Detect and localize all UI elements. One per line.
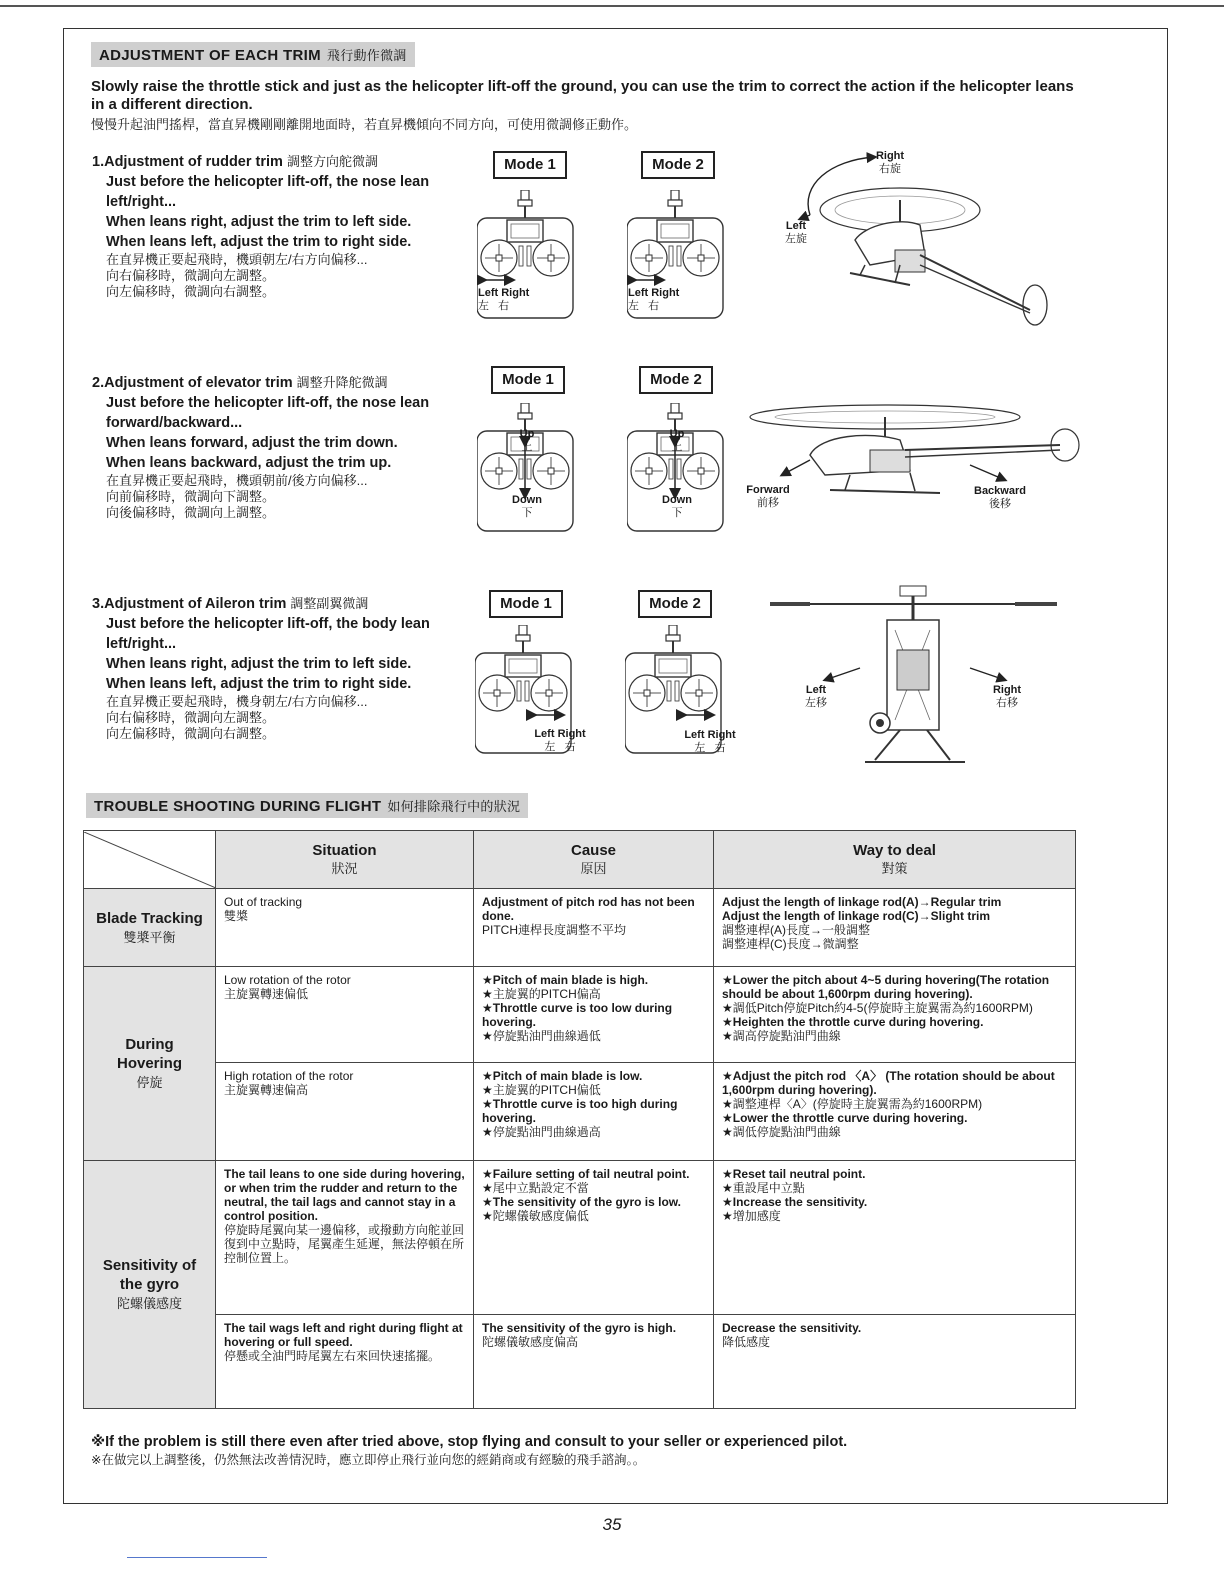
cell-hover-low-way: ★Lower the pitch about 4~5 during hovering(The rotation should be about 1,600rpm during hovering). ★調低Pitch停旋Pitch約4-5(停旋時主旋翼需為約1600RPM) ★Heighten the throttle curve during hovering. ★調高停旋點油門曲線: [714, 967, 1076, 1063]
footer-note: [91, 1433, 847, 1469]
aileron-mode2-label: Mode 2: [638, 590, 712, 618]
elevator-mode2-label: Mode 2: [639, 366, 713, 394]
table-row: [84, 1063, 1076, 1161]
rudder-desc-3: When leans left, adjust the trim to right side.: [106, 234, 412, 250]
header-situation: Situation 狀況: [216, 831, 474, 889]
bottom-rule: [127, 1557, 267, 1558]
rudder-desc-1: Just before the helicopter lift-off, the nose lean left/right...: [106, 174, 430, 210]
elevator-m1-up: Up 上: [519, 428, 535, 453]
elevator-heli-backward: Backward 後移: [974, 485, 1026, 510]
cell-gyro-s2-cause: The sensitivity of the gyro is high. 陀螺儀敏感度偏高: [474, 1315, 714, 1409]
aileron-desc-3: When leans left, adjust the trim to right side.: [106, 676, 412, 692]
cell-gyro-s1-way: ★Reset tail neutral point. ★重設尾中立點 ★Increase the sensitivity. ★增加感度: [714, 1161, 1076, 1315]
cell-gyro-s1-cause: ★Failure setting of tail neutral point. ★尾中立點設定不當 ★The sensitivity of the gyro is low. ★陀螺儀敏感度偏低: [474, 1161, 714, 1315]
aileron-m2-lr-label: Left Right 左 右: [684, 729, 736, 754]
aileron-helicopter-illustration: [765, 580, 1065, 775]
table-row: [84, 889, 1076, 967]
footer-note-en: ※If the problem is still there even after tried above, stop flying and consult to your seller or experienced pilot.: [91, 1434, 848, 1450]
table-row: [84, 1315, 1076, 1409]
cell-gyro-s2-way: Decrease the sensitivity. 降低感度: [714, 1315, 1076, 1409]
rudder-heli-right: Right 右旋: [875, 150, 905, 175]
corner-cell: [84, 831, 216, 889]
cell-hover-low-cause: ★Pitch of main blade is high. ★主旋翼的PITCH偏高 ★Throttle curve is too low during hovering. ★停旋點油門曲線過低: [474, 967, 714, 1063]
rudder-heli-left: Left 左旋: [785, 220, 807, 245]
row-label-gyro: Sensitivity of the gyro 陀螺儀感度: [84, 1161, 216, 1409]
trouble-header-zh: 如何排除飛行中的狀況: [387, 799, 521, 814]
footer-note-zh: ※在做完以上調整後，仍然無法改善情況時，應立即停止飛行並向您的經銷商或有經驗的飛手諮詢。。: [91, 1453, 646, 1467]
rudder-title: 1.Adjustment of rudder trim 調整方向舵微調: [92, 154, 378, 170]
adjust-intro: [91, 78, 1091, 134]
rudder-m1-lr-label: Left Right 左 右: [478, 287, 530, 312]
rudder-zh-2: 向右偏移時，微調向左調整。: [106, 268, 276, 283]
elevator-mode1-label: Mode 1: [491, 366, 565, 394]
cell-gyro-s1-situation: The tail leans to one side during hovering, or when trim the rudder and return to the neutral, the tail lags and cannot stay in a control position. 停旋時尾翼向某一邊偏移，或撥動方向舵並回復到中立點時，尾翼產生延遲，無法停頓在所控制位置上。: [216, 1161, 474, 1315]
rudder-helicopter-illustration: [780, 145, 1080, 340]
adjust-section-header: [91, 42, 415, 67]
table-header-row: [84, 831, 1076, 889]
rudder-mode2-label: Mode 2: [641, 151, 715, 179]
cell-blade-cause: Adjustment of pitch rod has not been done. PITCH連桿長度調整不平均: [474, 889, 714, 967]
elevator-desc-3: When leans backward, adjust the trim up.: [106, 455, 392, 471]
cell-hover-high-way: ★Adjust the pitch rod 〈A〉 (The rotation should be about 1,600rpm during hovering). ★調整連桿〈A〉(停旋時主旋翼需為約1600RPM) ★Lower the throttle curve during hovering. ★調低停旋點油門曲線: [714, 1063, 1076, 1161]
elevator-m1-down: Down 下: [512, 494, 542, 519]
elevator-zh-3: 向後偏移時，微調向上調整。: [106, 505, 276, 520]
trouble-table: [83, 830, 1076, 1409]
adjust-header-zh: 飛行動作微調: [326, 48, 407, 63]
cell-blade-way: Adjust the length of linkage rod(A)→Regular trim Adjust the length of linkage rod(C)→Slight trim 調整連桿(A)長度→一般調整 調整連桿(C)長度→微調整: [714, 889, 1076, 967]
aileron-desc-2: When leans right, adjust the trim to left side.: [106, 656, 412, 672]
elevator-section: [92, 373, 472, 521]
adjust-header-en: ADJUSTMENT OF EACH TRIM: [99, 47, 321, 64]
rudder-zh-1: 在直昇機正要起飛時，機頭朝左/右方向偏移...: [106, 252, 368, 267]
row-label-hover: During Hovering 停旋: [84, 967, 216, 1161]
aileron-heli-left: Left 左移: [805, 684, 827, 709]
cell-gyro-s2-situation: The tail wags left and right during flight at hovering or full speed. 停懸或全油門時尾翼左右來回快速搖擺。: [216, 1315, 474, 1409]
elevator-title: 2.Adjustment of elevator trim 調整升降舵微調: [92, 375, 388, 391]
aileron-section: [92, 594, 472, 742]
table-row: [84, 967, 1076, 1063]
aileron-m1-lr-label: Left Right 左 右: [534, 728, 586, 753]
cell-hover-high-cause: ★Pitch of main blade is low. ★主旋翼的PITCH偏低 ★Throttle curve is too high during hovering. ★停旋點油門曲線過高: [474, 1063, 714, 1161]
trouble-header-en: TROUBLE SHOOTING DURING FLIGHT: [94, 798, 382, 815]
header-way: Way to deal 對策: [714, 831, 1076, 889]
rudder-zh-3: 向左偏移時，微調向右調整。: [106, 284, 276, 299]
aileron-title: 3.Adjustment of Aileron trim 調整副翼微調: [92, 596, 369, 612]
aileron-desc-1: Just before the helicopter lift-off, the body lean left/right...: [106, 616, 430, 652]
aileron-zh-2: 向右偏移時，微調向左調整。: [106, 710, 276, 725]
elevator-desc-2: When leans forward, adjust the trim down.: [106, 435, 398, 451]
rudder-section: [92, 152, 472, 300]
intro-en: Slowly raise the throttle stick and just as the helicopter lift-off the ground, you can use the trim to correct the action if the helicopter leans in a different direction.: [91, 78, 1074, 113]
elevator-zh-1: 在直昇機正要起飛時，機頭朝前/後方向偏移...: [106, 473, 368, 488]
elevator-heli-forward: Forward 前移: [746, 484, 790, 509]
top-rule: [0, 5, 1224, 7]
elevator-zh-2: 向前偏移時，微調向下調整。: [106, 489, 276, 504]
page-number: 35: [602, 1515, 622, 1534]
row-label-blade: Blade Tracking 雙槳平衡: [84, 889, 216, 967]
aileron-mode1-label: Mode 1: [489, 590, 563, 618]
trouble-section-header: [86, 793, 528, 818]
rudder-mode1-label: Mode 1: [493, 151, 567, 179]
elevator-desc-1: Just before the helicopter lift-off, the nose lean forward/backward...: [106, 395, 430, 431]
table-row: [84, 1161, 1076, 1315]
aileron-zh-1: 在直昇機正要起飛時，機身朝左/右方向偏移...: [106, 694, 368, 709]
elevator-m2-up: Up 上: [669, 428, 685, 453]
aileron-zh-3: 向左偏移時，微調向右調整。: [106, 726, 276, 741]
rudder-m2-lr-label: Left Right 左 右: [628, 287, 680, 312]
intro-zh: 慢慢升起油門搖桿，當直昇機剛剛離開地面時，若直昇機傾向不同方向，可使用微調修正動作。: [91, 117, 638, 132]
cell-hover-high-situation: High rotation of the rotor 主旋翼轉速偏高: [216, 1063, 474, 1161]
cell-blade-situation: Out of tracking 雙槳: [216, 889, 474, 967]
elevator-m2-down: Down 下: [662, 494, 692, 519]
aileron-heli-right: Right 右移: [992, 684, 1022, 709]
rudder-desc-2: When leans right, adjust the trim to left side.: [106, 214, 412, 230]
header-cause: Cause 原因: [474, 831, 714, 889]
cell-hover-low-situation: Low rotation of the rotor 主旋翼轉速偏低: [216, 967, 474, 1063]
